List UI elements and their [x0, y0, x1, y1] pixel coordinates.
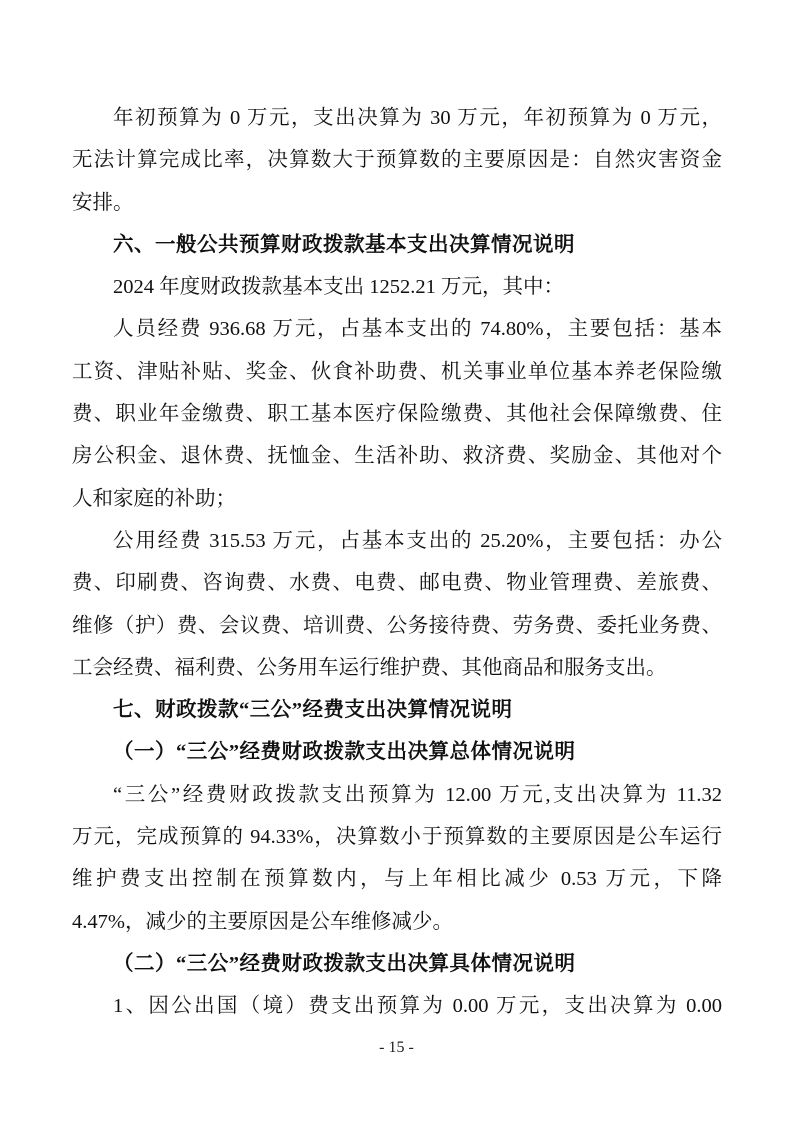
text-line: 1、因公出国（境）费支出预算为 0.00 万元，支出决算为 0.00	[113, 995, 722, 1018]
text-line: 安排。	[72, 191, 134, 214]
text-line: 万元，完成预算的 94.33%，决算数小于预算数的主要原因是公车运行	[72, 826, 722, 849]
text-line: 维护费支出控制在预算数内，与上年相比减少 0.53 万元，下降	[72, 868, 722, 891]
text-line: 年初预算为 0 万元，支出决算为 30 万元，年初预算为 0 万元，	[113, 107, 722, 129]
text-line: 人员经费 936.68 万元，占基本支出的 74.80%，主要包括：基本	[113, 318, 722, 341]
section-heading	[72, 224, 722, 266]
text-line: 无法计算完成比率，决算数大于预算数的主要原因是：自然灾害资金	[72, 149, 722, 172]
text-line: 公用经费 315.53 万元，占基本支出的 25.20%，主要包括：办公	[113, 529, 722, 552]
text-line: 工会经费、福利费、公务用车运行维护费、其他商品和服务支出。	[72, 656, 667, 679]
paragraph	[72, 308, 722, 519]
text-line: “三公”经费财政拨款支出预算为 12.00 万元,支出决算为 11.32	[113, 783, 722, 806]
text-line: 六、一般公共预算财政拨款基本支出决算情况说明	[113, 233, 575, 256]
paragraph	[72, 520, 722, 689]
section-heading	[72, 731, 722, 773]
text-line: 2024 年度财政拨款基本支出 1252.21 万元，其中：	[113, 276, 564, 299]
text-line: 人和家庭的补助；	[72, 487, 236, 510]
paragraph	[72, 985, 722, 1027]
document-body	[72, 97, 722, 1028]
page-number: - 15 -	[379, 1039, 414, 1056]
text-line: 房公积金、退休费、抚恤金、生活补助、救济费、奖励金、其他对个	[72, 445, 722, 468]
paragraph	[72, 97, 722, 224]
paragraph	[72, 774, 722, 943]
section-heading	[72, 943, 722, 985]
text-line: 费、职业年金缴费、职工基本医疗保险缴费、其他社会保障缴费、住	[72, 403, 722, 426]
text-line: 七、财政拨款“三公”经费支出决算情况说明	[113, 699, 513, 722]
text-line: 维修（护）费、会议费、培训费、公务接待费、劳务费、委托业务费、	[72, 614, 722, 637]
text-line: 工资、津贴补贴、奖金、伙食补助费、机关事业单位基本养老保险缴	[72, 360, 722, 383]
text-line: （一）“三公”经费财政拨款支出决算总体情况说明	[113, 741, 576, 764]
section-heading	[72, 689, 722, 731]
text-line: （二）“三公”经费财政拨款支出决算具体情况说明	[113, 952, 576, 975]
text-line: 费、印刷费、咨询费、水费、电费、邮电费、物业管理费、差旅费、	[72, 572, 722, 595]
text-line: 4.47%，减少的主要原因是公车维修减少。	[72, 910, 453, 933]
paragraph	[72, 266, 722, 308]
